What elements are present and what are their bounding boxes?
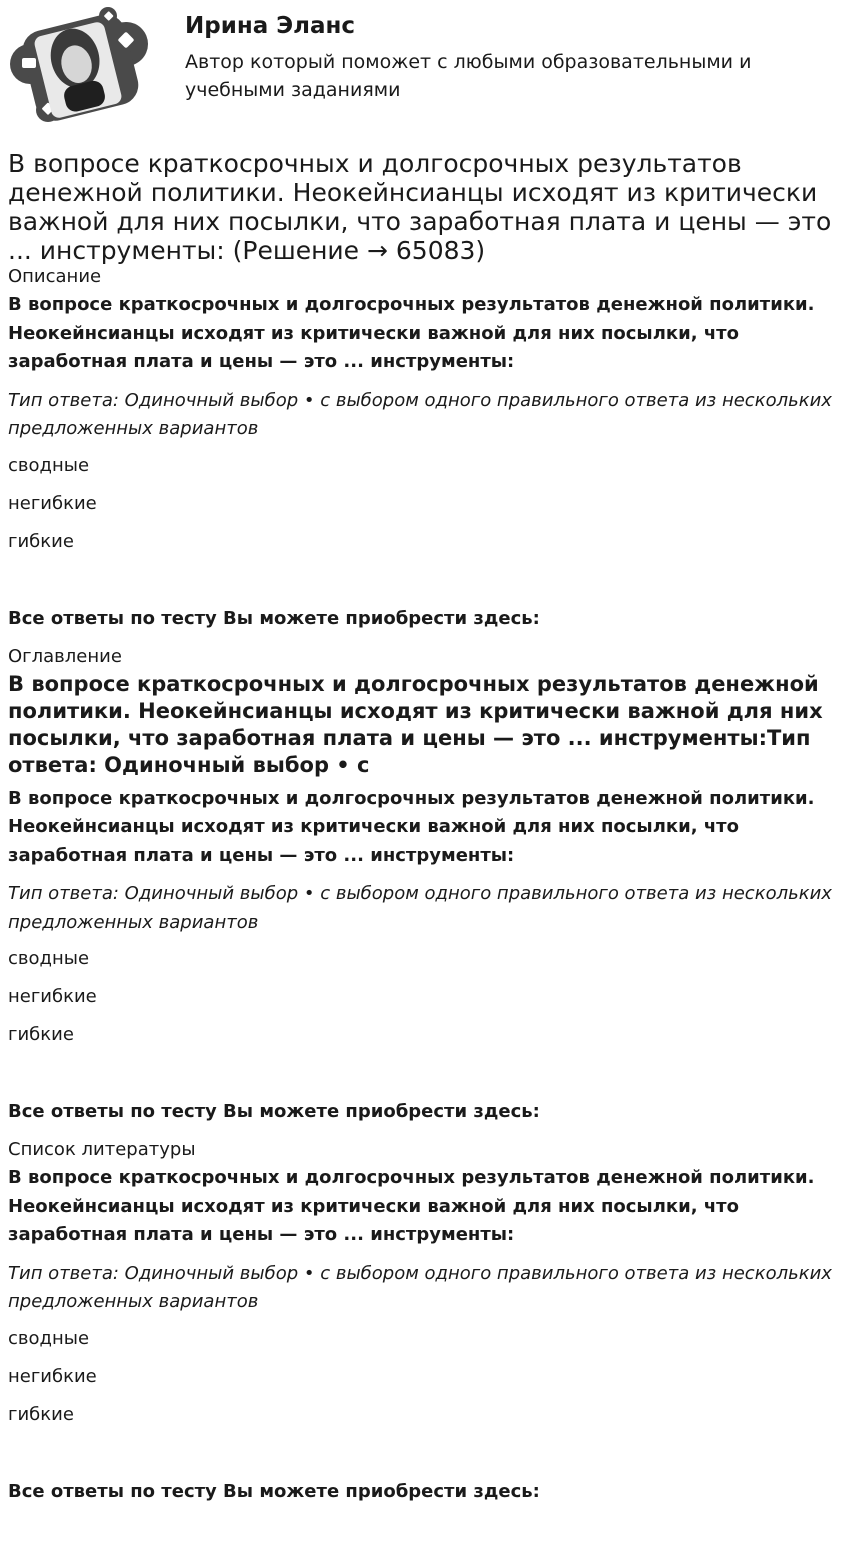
option-item: сводные: [8, 454, 90, 476]
section-label-contents: Оглавление: [8, 645, 122, 667]
description-section: [8, 265, 839, 631]
section-label-description: Описание: [8, 266, 102, 287]
question-text: В вопросе краткосрочных и долгосрочных результатов денежной политики. Неокейнсианцы исходят из критически важной для них посылки, что заработная плата и цены — это ... инструменты:: [8, 1167, 815, 1245]
answer-type: Тип ответа: Одиночный выбор • с выбором одного правильного ответа из нескольких предложенных вариантов: [8, 883, 832, 933]
page-content: [8, 0, 839, 1504]
section-label-literature: Список литературы: [8, 1139, 196, 1160]
purchase-answers-text: Все ответы по тесту Вы можете приобрести здесь:: [8, 1101, 540, 1122]
option-item: гибкие: [8, 1403, 74, 1425]
author-avatar: [8, 6, 150, 126]
purchase-answers-text: Все ответы по тесту Вы можете приобрести здесь:: [8, 1480, 540, 1502]
option-item: сводные: [8, 1327, 90, 1349]
purchase-answers-text: Все ответы по тесту Вы можете приобрести здесь:: [8, 607, 540, 629]
literature-section: [8, 1138, 839, 1504]
option-item: гибкие: [8, 530, 74, 552]
author-name[interactable]: Ирина Эланс: [185, 13, 356, 39]
option-item: гибкие: [8, 1024, 74, 1045]
option-item: негибкие: [8, 986, 97, 1007]
question-text: В вопросе краткосрочных и долгосрочных результатов денежной политики. Неокейнсианцы исходят из критически важной для них посылки, что заработная плата и цены — это ... инструменты:: [8, 787, 815, 866]
author-card: [8, 0, 839, 132]
contents-section: [8, 645, 839, 1125]
option-item: сводные: [8, 948, 90, 969]
option-item: негибкие: [8, 492, 97, 514]
answer-type: Тип ответа: Одиночный выбор • с выбором одного правильного ответа из нескольких предложенных вариантов: [8, 389, 832, 439]
page-title: В вопросе краткосрочных и долгосрочных результатов денежной политики. Неокейнсианцы исходят из критически важной для них посылки, что заработная плата и цены — это ... инструменты: (Решение → 65083): [8, 149, 832, 265]
question-text: В вопросе краткосрочных и долгосрочных результатов денежной политики. Неокейнсианцы исходят из критически важной для них посылки, что заработная плата и цены — это ... инструменты:: [8, 294, 815, 372]
option-item: негибкие: [8, 1365, 97, 1387]
contents-heading: В вопросе краткосрочных и долгосрочных результатов денежной политики. Неокейнсианцы исходят из критически важной для них посылки, что заработная плата и цены — это ... инструменты:Тип ответа: Одиночный выбор • с: [8, 671, 823, 777]
answer-type: Тип ответа: Одиночный выбор • с выбором одного правильного ответа из нескольких предложенных вариантов: [8, 1262, 832, 1312]
author-description: Автор который поможет с любыми образовательными и учебными заданиями: [185, 51, 752, 101]
